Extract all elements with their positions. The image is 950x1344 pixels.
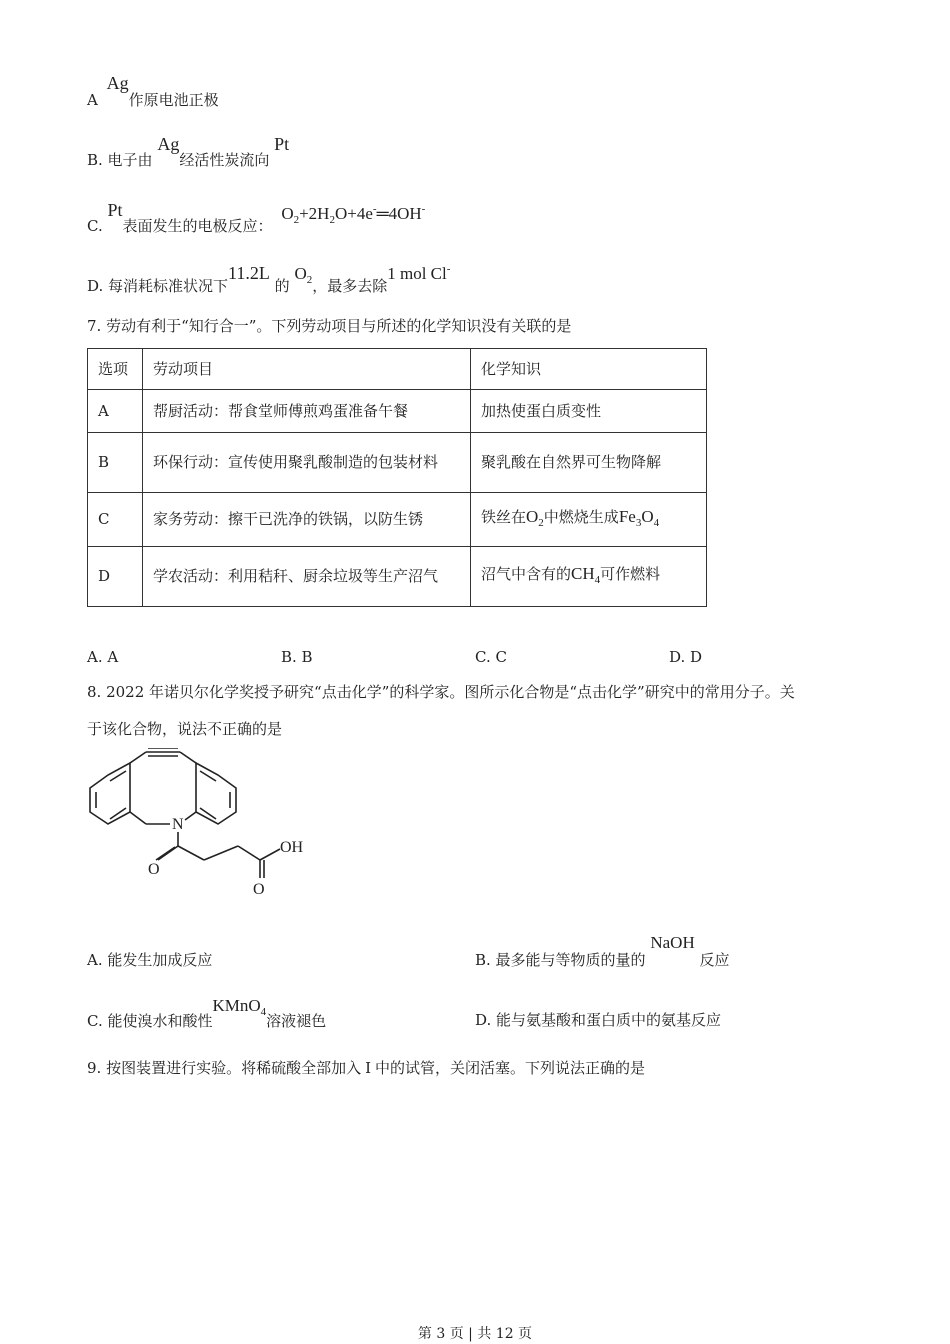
table-cell: 聚乳酸在自然界可生物降解 <box>471 433 707 493</box>
atom-n-label: N <box>172 816 184 833</box>
q6-b-formula-1: Ag <box>157 134 180 154</box>
q8-c-formula: KMnO$_4$ <box>212 996 267 1018</box>
q6-d-oxygen: $O_2$ <box>294 264 313 286</box>
q8-option-d: D. 能与氨基酸和蛋白质中的氨基反应 <box>475 1011 722 1029</box>
q7-option-d: D. D <box>669 648 703 666</box>
table-cell: B <box>88 433 143 493</box>
q6-d-mid1: 的 <box>274 277 290 295</box>
q7-stem: 7. 劳动有利于“知行合一”。下列劳动项目与所述的化学知识没有关联的是 <box>87 317 572 335</box>
q8-option-a: A. 能发生加成反应 <box>87 951 213 969</box>
table-cell: 沼气中含有的$CH_4$可作燃料 <box>471 547 707 607</box>
table-cell: C <box>88 493 143 547</box>
table-cell: 铁丝在$O_2$中燃烧生成$Fe_3O_4$ <box>471 493 707 547</box>
q7-option-a: A. A <box>87 648 119 666</box>
q6-b-mid: 经活性炭流向 <box>179 151 270 169</box>
q7-option-b: B. B <box>281 648 313 666</box>
table-row <box>88 493 707 547</box>
q6-c-equation: $O_2+2H_2O+4e^-═4OH^-$ <box>281 203 426 226</box>
table-cell: 家务劳动：擦干已洗净的铁锅，以防生锈 <box>143 493 471 547</box>
table-header-cell: 选项 <box>88 349 143 390</box>
q9-stem: 9. 按图装置进行实验。将稀硫酸全部加入 Ⅰ 中的试管，关闭活塞。下列说法正确的是 <box>87 1059 646 1077</box>
q8-option-b: B. 最多能与等物质的量的 NaOH 反应 <box>475 933 730 969</box>
table-cell-text: 学农活动：利用秸秆、厨余垃圾等生产沼气 <box>153 567 439 585</box>
q8-stem-line1: 8. 2022 年诺贝尔化学奖授予研究“点击化学”的科学家。图所示化合物是“点击化学”研究中的常用分子。关 <box>87 683 795 701</box>
q6-a-text: 作原电池正极 <box>128 91 219 109</box>
q6-b-formula-2: Pt <box>274 134 290 154</box>
table-cell: 加热使蛋白质变性 <box>471 390 707 433</box>
q6-c-formula-1: Pt <box>107 200 123 220</box>
table-cell: A <box>88 390 143 433</box>
table-cell-text: 环保行动：宣传使用聚乳酸制造的包装材料 <box>153 453 439 471</box>
molecule-bonds <box>90 748 280 878</box>
q7-option-c: C. C <box>475 648 507 666</box>
q6-a-prefix: A <box>87 91 98 109</box>
table-cell: 帮厨活动：帮食堂师傅煎鸡蛋准备午餐 <box>143 390 471 433</box>
table-cell <box>143 547 471 607</box>
q6-option-a <box>87 74 219 114</box>
q8-b-formula: NaOH <box>650 933 695 952</box>
table-cell <box>143 433 471 493</box>
q6-c-mid: 表面发生的电极反应： <box>122 217 273 235</box>
q6-d-chloride: 1 mol Cl- <box>387 263 451 283</box>
q6-a-formula: Ag <box>106 73 129 93</box>
q6-option-c <box>87 196 425 236</box>
q6-option-b <box>87 134 289 174</box>
atom-o-label: O <box>148 861 160 878</box>
table-row <box>88 390 707 433</box>
table-cell: D <box>88 547 143 607</box>
q6-d-mid2: ，最多去除 <box>312 277 388 295</box>
table-header-row <box>88 349 707 390</box>
q7-table <box>87 348 707 607</box>
molecule-structure-diagram <box>86 748 326 908</box>
table-header-cell: 劳动项目 <box>143 349 471 390</box>
q6-d-prefix: D. 每消耗标准状况下 <box>87 277 229 295</box>
atom-oh-label: OH <box>280 839 304 856</box>
table-header-cell: 化学知识 <box>471 349 707 390</box>
page-footer: 第 3 页 | 共 12 页 <box>417 1326 533 1342</box>
q6-c-prefix: C. <box>87 217 103 235</box>
q6-option-d <box>87 256 450 296</box>
table-row <box>88 547 707 607</box>
atom-o-label: O <box>253 881 265 898</box>
q8-stem-line2: 于该化合物，说法不正确的是 <box>87 720 283 738</box>
q6-d-volume: 11.2L <box>228 263 270 283</box>
q6-b-prefix: B. 电子由 <box>87 151 153 169</box>
table-row <box>88 433 707 493</box>
q8-option-c: C. 能使溴水和酸性KMnO$_4$溶液褪色 <box>87 996 327 1030</box>
